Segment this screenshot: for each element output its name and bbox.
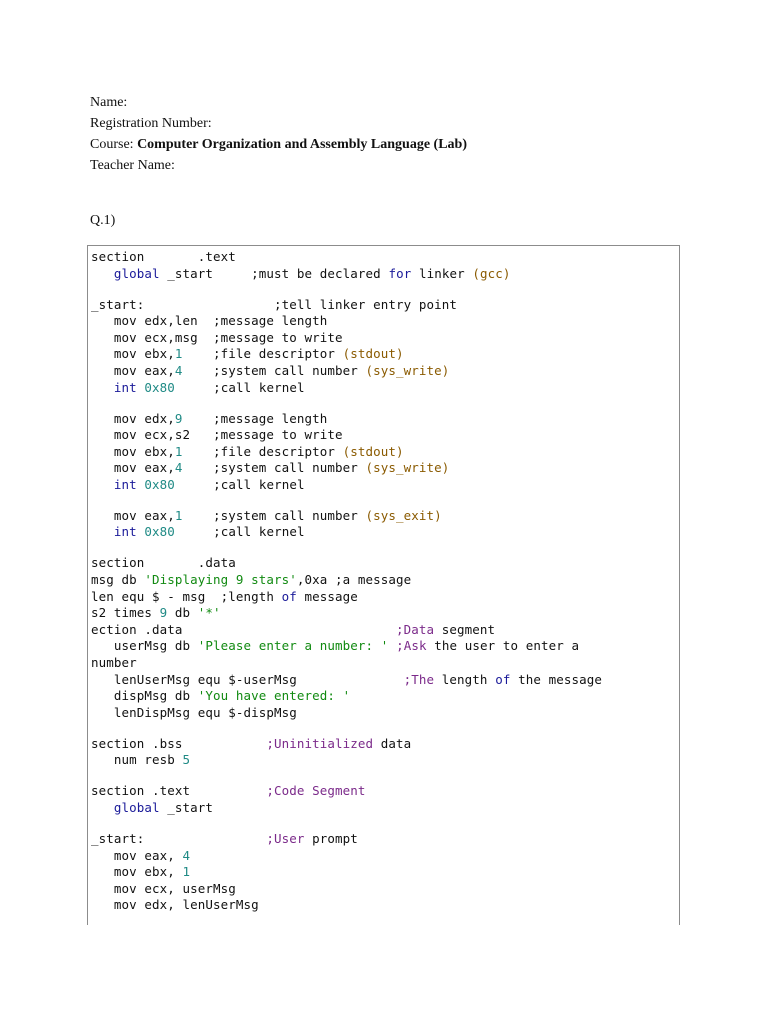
code-token: mov ebx, [91, 864, 183, 880]
course-label: Course: [90, 137, 138, 152]
code-token: 1 [174, 346, 183, 362]
code-token: num resb [91, 752, 183, 768]
code-line [91, 881, 602, 898]
code-token: dispMsg db [91, 688, 198, 704]
code-token: mov edx, [91, 410, 175, 426]
code-token: (gcc) [472, 265, 511, 281]
code-token: global [113, 265, 160, 281]
code-token: ,0xa ;a message [296, 572, 412, 588]
code-line [91, 297, 602, 314]
code-token: int [113, 524, 137, 540]
code-line [91, 605, 602, 622]
code-token: int [113, 476, 137, 492]
code-token: ection .data [91, 621, 397, 637]
code-token: 0x80 [144, 476, 175, 492]
code-token: (sys_write) [365, 362, 450, 378]
code-token [91, 380, 114, 395]
code-line [91, 848, 602, 865]
code-line [91, 622, 602, 639]
code-line [91, 460, 602, 477]
code-token: global [113, 799, 160, 815]
code-line [91, 831, 602, 848]
name-label: Name: [90, 95, 128, 110]
code-token: lenDispMsg equ $-dispMsg [91, 704, 297, 720]
code-token [91, 800, 114, 815]
code-token: ;The [403, 671, 435, 687]
code-token: 'You have entered: ' [197, 688, 351, 704]
code-line [91, 444, 602, 461]
code-token: 0x80 [144, 379, 175, 395]
code-token: number [91, 655, 137, 671]
code-line [91, 380, 602, 397]
code-token: message [296, 588, 358, 604]
code-line [91, 752, 602, 769]
code-token: linker [411, 265, 473, 281]
code-line [91, 897, 602, 914]
code-token [91, 266, 114, 281]
code-token: section .text [91, 249, 236, 264]
code-token: 4 [174, 362, 183, 378]
code-line [91, 427, 602, 444]
code-line [91, 783, 602, 800]
code-line [91, 330, 602, 347]
code-line [91, 638, 602, 655]
code-token: mov ebx, [91, 443, 175, 459]
code-token: ;call kernel [174, 476, 305, 492]
code-line [91, 589, 602, 606]
code-token: the user to enter a [426, 638, 580, 654]
teacher-name-label: Teacher Name: [90, 158, 175, 173]
code-line [91, 572, 602, 589]
code-line [91, 864, 602, 881]
code-line [91, 800, 602, 817]
document-header [90, 92, 467, 176]
code-token: 1 [182, 864, 191, 880]
code-token: ;Uninitialized [266, 735, 374, 751]
code-line [91, 705, 602, 722]
code-token: section .data [91, 555, 236, 571]
code-token [91, 477, 114, 492]
code-token: 4 [174, 460, 183, 476]
code-token: (stdout) [342, 443, 404, 459]
code-token: section .bss [91, 735, 267, 751]
code-listing [91, 249, 602, 914]
code-token: '*' [197, 605, 221, 621]
code-token: _start ;must be declared [159, 265, 389, 281]
code-token: ;file descriptor [182, 443, 343, 459]
code-token: _start: [91, 830, 267, 846]
code-token: 1 [174, 443, 183, 459]
code-line [91, 396, 602, 410]
code-line [91, 688, 602, 705]
code-line [91, 524, 602, 541]
code-line [91, 346, 602, 363]
code-token: the message [510, 671, 602, 687]
code-token: db [167, 605, 198, 621]
code-token: mov ecx,msg ;message to write [91, 329, 343, 345]
code-token: 0x80 [144, 524, 175, 540]
code-token: data [373, 735, 412, 751]
code-token: _start [159, 799, 214, 815]
code-token: mov eax, [91, 362, 175, 378]
code-token: ;Code Segment [266, 783, 366, 799]
code-token: prompt [304, 830, 358, 846]
question-label: Q.1) [90, 213, 116, 228]
code-line [91, 411, 602, 428]
code-line [91, 541, 602, 555]
code-line [91, 769, 602, 783]
code-token: userMsg db [91, 638, 198, 654]
code-token: msg db [91, 572, 145, 588]
code-token: mov edx,len ;message length [91, 313, 328, 329]
code-token: 1 [174, 507, 183, 523]
code-token: 9 [174, 410, 183, 426]
code-token: (sys_write) [365, 460, 450, 476]
code-token: (sys_exit) [365, 507, 442, 523]
code-token: _start: ;tell linker entry point [91, 296, 458, 312]
code-line [91, 363, 602, 380]
code-token: of [281, 588, 297, 604]
course-line [90, 134, 467, 155]
course-value: Computer Organization and Assembly Language (Lab) [137, 137, 468, 152]
code-token: ;system call number [182, 507, 366, 523]
code-token: ;message length [182, 410, 328, 426]
code-token: ;system call number [182, 460, 366, 476]
code-line [91, 721, 602, 735]
code-token: section .text [91, 783, 267, 799]
code-line [91, 672, 602, 689]
code-line [91, 817, 602, 831]
code-token: mov edx, lenUserMsg [91, 897, 259, 913]
code-token: mov ebx, [91, 346, 175, 362]
code-token: length [434, 671, 496, 687]
code-token: ;Ask [396, 638, 427, 654]
code-token: 'Displaying 9 stars' [144, 572, 297, 588]
code-token: ;call kernel [174, 524, 305, 540]
code-token: 4 [182, 847, 191, 863]
code-token: for [388, 265, 412, 281]
code-line [91, 282, 602, 296]
code-line [91, 508, 602, 525]
code-line [91, 249, 602, 266]
registration-number-label: Registration Number: [90, 116, 212, 131]
code-line [91, 477, 602, 494]
code-line [91, 266, 602, 283]
code-token: s2 times [91, 605, 160, 621]
code-token: mov eax, [91, 847, 183, 863]
code-token: lenUserMsg equ $-userMsg [91, 671, 404, 687]
code-token: of [495, 671, 511, 687]
code-line [91, 655, 602, 672]
code-line [91, 313, 602, 330]
code-token: ;system call number [182, 362, 366, 378]
code-token: ;call kernel [174, 379, 305, 395]
code-token: int [113, 379, 137, 395]
code-token: 'Please enter a number: ' [197, 638, 389, 654]
code-token: ;Data [396, 621, 435, 637]
code-token: segment [434, 621, 496, 637]
code-token: mov eax, [91, 460, 175, 476]
code-token [388, 638, 396, 653]
code-line [91, 736, 602, 753]
code-token: mov eax, [91, 507, 175, 523]
code-line [91, 494, 602, 508]
code-token: ;User [266, 830, 305, 846]
code-token: len equ $ - msg ;length [91, 588, 282, 604]
code-token: (stdout) [342, 346, 404, 362]
code-token [91, 524, 114, 539]
code-token: mov ecx,s2 ;message to write [91, 427, 343, 443]
code-token: mov ecx, userMsg [91, 880, 236, 896]
code-token: 9 [159, 605, 168, 621]
code-token: ;file descriptor [182, 346, 343, 362]
code-token: 5 [182, 752, 191, 768]
code-line [91, 555, 602, 572]
code-block [87, 245, 680, 925]
